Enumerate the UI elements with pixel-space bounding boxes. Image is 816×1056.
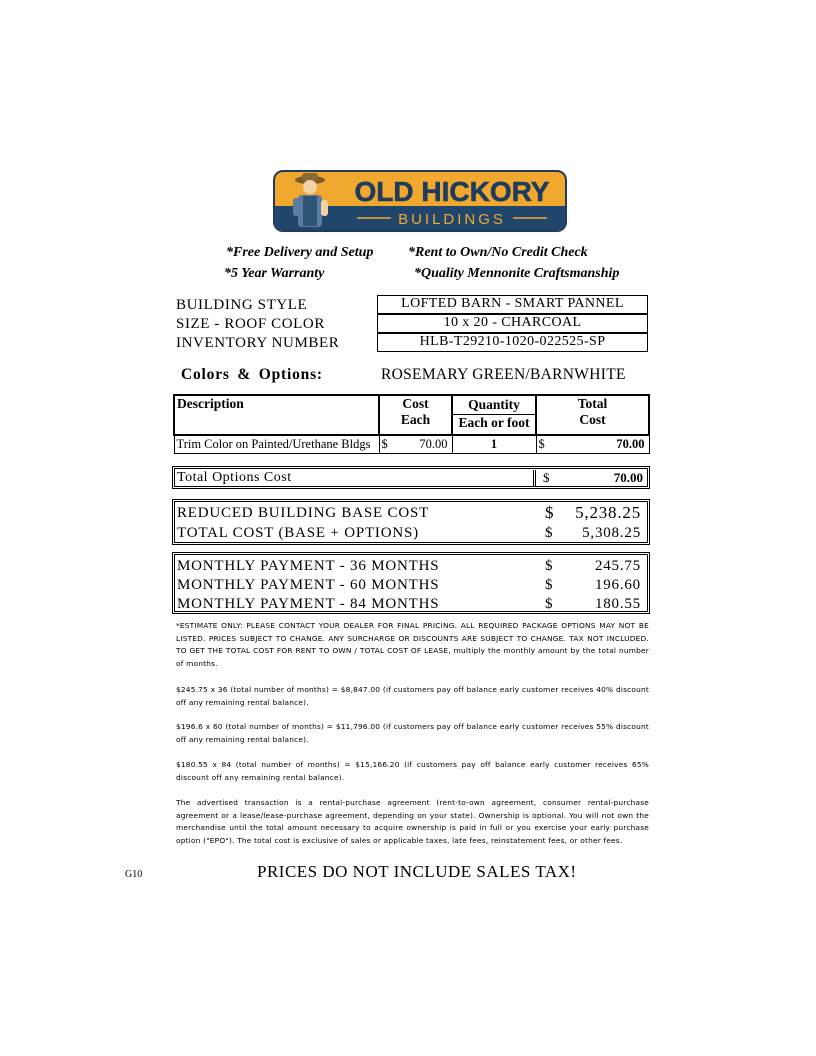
logo-subtitle: BUILDINGS — [398, 211, 506, 228]
payment-36-label: MONTHLY PAYMENT - 36 MONTHS — [177, 558, 440, 574]
row-total-currency: $ — [538, 437, 545, 451]
calc-36-months: $245.75 x 36 (total number of months) = $8,847.00 (if customers pay off balance early customer receives 40% discount off any remaining rental balance). — [176, 685, 649, 707]
row-cost-value: 70.00 — [419, 437, 448, 451]
company-logo — [273, 170, 567, 232]
payment-row-60 — [177, 577, 645, 594]
row-description: Trim Color on Painted/Urethane Bldgs — [174, 435, 379, 454]
total-cost-currency: $ — [545, 525, 554, 541]
row-quantity: 1 — [452, 435, 536, 454]
monthly-payments-box — [172, 552, 650, 614]
header-cost-bottom: Each — [400, 412, 431, 427]
header-cost-each — [379, 395, 452, 435]
feature-craftsmanship: *Quality Mennonite Craftsmanship — [414, 266, 620, 281]
row-total — [536, 435, 649, 454]
rental-purchase-disclosure: The advertised transaction is a rental-purchase agreement (rent-to-own agreement, consumer rental-purchase agreement or a lease/lease-purchase agreement, depending on your state). Ownership is optional. You will not own the merchandise until the total amount necessary to acquire ownership is paid in full or you exercise your early purchase option ("EPO"). The total cost is exclusive of sales or applicable taxes, late fees, reinstatement fees, or other fees. — [176, 798, 649, 845]
sales-tax-notice: PRICES DO NOT INCLUDE SALES TAX! — [257, 862, 577, 881]
base-cost-amount: 5,238.25 — [575, 503, 641, 522]
payment-36-currency: $ — [545, 558, 554, 574]
payment-60-label: MONTHLY PAYMENT - 60 MONTHS — [177, 577, 440, 593]
page-code: G10 — [125, 869, 143, 880]
total-options-currency: $ — [543, 470, 550, 485]
payment-row-36 — [177, 558, 645, 575]
row-total-value: 70.00 — [616, 437, 645, 451]
calc-60-months: $196.6 x 60 (total number of months) = $11,796.00 (if customers pay off balance early customer receives 55% discount off any remaining rental balance). — [176, 722, 649, 744]
payment-row-84 — [177, 596, 645, 613]
payment-60-currency: $ — [545, 577, 554, 593]
options-table — [173, 394, 650, 454]
header-total-cost — [536, 395, 649, 435]
estimate-disclaimer: *ESTIMATE ONLY: PLEASE CONTACT YOUR DEALER FOR FINAL PRICING. ALL REQUIRED PACKAGE OPTIONS MAY NOT BE LISTED. PRICES SUBJECT TO CHANGE. ANY SURCHARGE OR DISCOUNTS ARE SUBJECT TO CHANGE. TAX NOT INCLUDED. TO GET THE TOTAL COST FOR RENT TO OWN / TOTAL COST OF LEASE, multiply the monthly amount by the total number of months. — [176, 621, 649, 668]
payment-84-label: MONTHLY PAYMENT - 84 MONTHS — [177, 596, 440, 612]
base-cost-currency: $ — [545, 503, 555, 522]
payment-84-currency: $ — [545, 596, 554, 612]
row-cost — [379, 435, 452, 454]
header-description: Description — [174, 395, 379, 435]
size-roof-color-value: 10 x 20 - CHARCOAL — [377, 314, 648, 333]
colors-options-value: ROSEMARY GREEN/BARNWHITE — [381, 366, 626, 383]
total-options-box — [172, 466, 650, 489]
payment-84-amount: 180.55 — [594, 596, 641, 612]
inventory-number-value: HLB-T29210-1020-022525-SP — [377, 333, 648, 352]
header-total-bottom: Cost — [579, 412, 606, 427]
payment-60-amount: 196.60 — [594, 577, 641, 593]
header-quantity — [452, 395, 536, 435]
total-cost-row — [177, 525, 645, 542]
cost-summary-box — [172, 499, 650, 545]
total-cost-amount: 5,308.25 — [582, 525, 641, 541]
payment-36-amount: 245.75 — [594, 558, 641, 574]
header-quantity-bottom: Each or foot — [458, 415, 530, 430]
total-cost-label: TOTAL COST (BASE + OPTIONS) — [177, 525, 419, 541]
size-roof-color-label: SIZE - ROOF COLOR — [176, 316, 325, 332]
feature-free-delivery: *Free Delivery and Setup — [226, 245, 374, 260]
feature-rent-to-own: *Rent to Own/No Credit Check — [408, 245, 588, 260]
calc-84-months: $180.55 x 84 (total number of months) = $15,166.20 (if customers pay off balance early customer receives 65% discount off any remaining rental balance). — [176, 760, 649, 782]
table-row — [174, 435, 649, 454]
logo-title: OLD HICKORY — [354, 176, 550, 207]
base-cost-label: REDUCED BUILDING BASE COST — [177, 505, 430, 521]
options-table-header — [174, 395, 649, 435]
colors-options-label: Colors & Options: — [181, 366, 323, 383]
total-options-label: Total Options Cost — [177, 470, 536, 486]
header-quantity-top: Quantity — [453, 396, 535, 415]
total-options-amount: 70.00 — [613, 470, 643, 485]
inventory-number-label: INVENTORY NUMBER — [176, 335, 340, 351]
building-style-value: LOFTED BARN - SMART PANNEL — [377, 295, 648, 314]
row-cost-currency: $ — [381, 437, 388, 451]
feature-warranty: *5 Year Warranty — [224, 266, 325, 281]
building-style-label: BUILDING STYLE — [176, 297, 308, 313]
base-cost-row — [177, 505, 645, 522]
header-total-top: Total — [577, 396, 608, 411]
header-cost-top: Cost — [402, 396, 429, 411]
